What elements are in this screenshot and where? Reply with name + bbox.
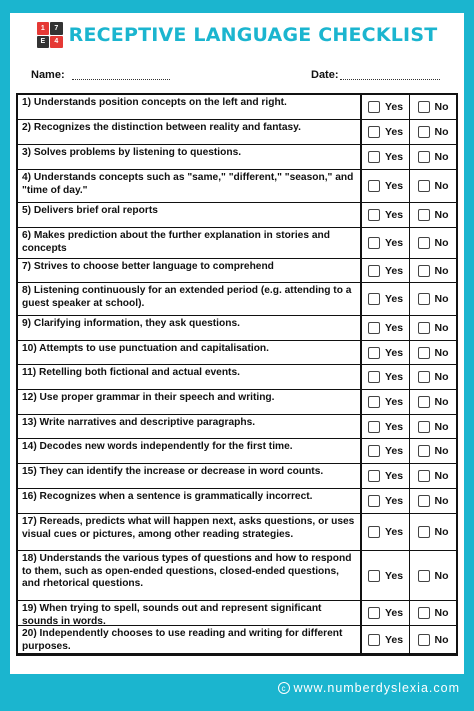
yes-checkbox[interactable] — [368, 607, 380, 619]
no-option[interactable] — [410, 120, 456, 144]
logo-icon — [37, 22, 63, 48]
name-field[interactable] — [72, 79, 170, 80]
checklist-sheet — [10, 13, 464, 674]
yes-checkbox[interactable] — [368, 421, 380, 433]
question-text: 10) Attempts to use punctuation and capitalisation. — [18, 341, 362, 364]
no-label: No — [434, 396, 449, 408]
no-checkbox[interactable] — [418, 371, 430, 383]
yes-checkbox[interactable] — [368, 101, 380, 113]
yes-option[interactable] — [362, 551, 410, 600]
meta-fields — [10, 65, 464, 85]
no-checkbox[interactable] — [418, 607, 430, 619]
table-row — [18, 145, 456, 170]
yes-label: Yes — [384, 526, 404, 538]
logo-tile: 4 — [50, 36, 63, 49]
no-label: No — [434, 293, 449, 305]
yes-label: Yes — [384, 209, 404, 221]
yes-checkbox[interactable] — [368, 265, 380, 277]
table-row — [18, 390, 456, 415]
no-label: No — [434, 445, 449, 457]
yes-option[interactable] — [362, 95, 410, 119]
yes-checkbox[interactable] — [368, 396, 380, 408]
question-text: 16) Recognizes when a sentence is grammatically incorrect. — [18, 489, 362, 513]
yes-checkbox[interactable] — [368, 293, 380, 305]
no-option[interactable] — [410, 341, 456, 364]
no-checkbox[interactable] — [418, 180, 430, 192]
yes-label: Yes — [384, 322, 404, 334]
no-option[interactable] — [410, 228, 456, 258]
table-row — [18, 95, 456, 120]
yes-label: Yes — [384, 293, 404, 305]
no-option[interactable] — [410, 259, 456, 282]
table-row — [18, 489, 456, 514]
no-label: No — [434, 237, 449, 249]
no-option[interactable] — [410, 170, 456, 202]
yes-checkbox[interactable] — [368, 445, 380, 457]
yes-label: Yes — [384, 151, 404, 163]
yes-checkbox[interactable] — [368, 526, 380, 538]
date-field[interactable] — [340, 79, 440, 80]
yes-checkbox[interactable] — [368, 634, 380, 646]
no-checkbox[interactable] — [418, 470, 430, 482]
question-text: 19) When trying to spell, sounds out and represent significant sounds in words. — [18, 601, 362, 625]
yes-option[interactable] — [362, 145, 410, 169]
table-row — [18, 365, 456, 390]
yes-label: Yes — [384, 371, 404, 383]
page-title: RECEPTIVE LANGUAGE CHECKLIST — [68, 24, 438, 46]
yes-checkbox[interactable] — [368, 151, 380, 163]
table-row — [18, 283, 456, 316]
no-label: No — [434, 633, 449, 646]
question-text: 2) Recognizes the distinction between reality and fantasy. — [18, 120, 362, 144]
logo-tile: 7 — [50, 22, 63, 35]
no-label: No — [434, 420, 449, 433]
yes-checkbox[interactable] — [368, 237, 380, 249]
table-row — [18, 120, 456, 145]
yes-option[interactable] — [362, 514, 410, 550]
date-label: Date: — [311, 69, 339, 81]
yes-option[interactable] — [362, 203, 410, 227]
footer — [278, 681, 461, 695]
no-checkbox[interactable] — [418, 126, 430, 138]
no-label: No — [434, 264, 449, 277]
no-checkbox[interactable] — [418, 237, 430, 249]
no-option[interactable] — [410, 203, 456, 227]
no-label: No — [434, 322, 449, 334]
yes-label: Yes — [384, 607, 404, 619]
table-row — [18, 551, 456, 601]
no-label: No — [434, 209, 449, 221]
table-row — [18, 439, 456, 464]
no-option[interactable] — [410, 551, 456, 600]
yes-label: Yes — [384, 101, 404, 113]
table-row — [18, 341, 456, 365]
no-option[interactable] — [410, 601, 456, 625]
table-row — [18, 170, 456, 203]
yes-label: Yes — [384, 126, 404, 138]
yes-option[interactable] — [362, 439, 410, 463]
no-option[interactable] — [410, 283, 456, 315]
yes-option[interactable] — [362, 626, 410, 653]
logo-tile: 1 — [37, 22, 50, 35]
question-text: 12) Use proper grammar in their speech and writing. — [18, 390, 362, 414]
no-label: No — [434, 569, 449, 582]
yes-checkbox[interactable] — [368, 495, 380, 507]
header — [10, 13, 464, 57]
no-option[interactable] — [410, 626, 456, 653]
yes-label: Yes — [384, 495, 404, 507]
yes-option[interactable] — [362, 489, 410, 513]
no-label: No — [434, 101, 449, 113]
yes-label: Yes — [384, 264, 404, 277]
yes-checkbox[interactable] — [368, 347, 380, 359]
question-text: 4) Understands concepts such as "same," "different," "season," and "time of day." — [18, 170, 362, 202]
table-row — [18, 259, 456, 283]
table-row — [18, 203, 456, 228]
yes-checkbox[interactable] — [368, 371, 380, 383]
table-row — [18, 464, 456, 489]
question-text: 3) Solves problems by listening to questions. — [18, 145, 362, 169]
no-checkbox[interactable] — [418, 495, 430, 507]
yes-option[interactable] — [362, 415, 410, 438]
yes-option[interactable] — [362, 228, 410, 258]
no-option[interactable] — [410, 316, 456, 340]
no-label: No — [434, 526, 449, 538]
yes-label: Yes — [384, 445, 404, 457]
yes-label: Yes — [384, 470, 404, 482]
question-text: 17) Rereads, predicts what will happen next, asks questions, or uses visual cues or pictures, among other reading strategies. — [18, 514, 362, 550]
yes-option[interactable] — [362, 259, 410, 282]
no-label: No — [434, 607, 449, 619]
no-label: No — [434, 346, 449, 359]
table-row — [18, 316, 456, 341]
no-option[interactable] — [410, 365, 456, 389]
table-row — [18, 601, 456, 626]
yes-option[interactable] — [362, 341, 410, 364]
no-checkbox[interactable] — [418, 634, 430, 646]
no-option[interactable] — [410, 439, 456, 463]
yes-option[interactable] — [362, 365, 410, 389]
question-text: 9) Clarifying information, they ask questions. — [18, 316, 362, 340]
copyright-icon: c — [278, 682, 290, 694]
yes-option[interactable] — [362, 170, 410, 202]
table-row — [18, 514, 456, 551]
no-option[interactable] — [410, 489, 456, 513]
yes-checkbox[interactable] — [368, 126, 380, 138]
question-text: 20) Independently chooses to use reading and writing for different purposes. — [18, 626, 362, 653]
no-checkbox[interactable] — [418, 421, 430, 433]
no-label: No — [434, 126, 449, 138]
question-text: 14) Decodes new words independently for the first time. — [18, 439, 362, 463]
no-checkbox[interactable] — [418, 293, 430, 305]
no-option[interactable] — [410, 464, 456, 488]
yes-label: Yes — [384, 346, 404, 359]
no-checkbox[interactable] — [418, 322, 430, 334]
yes-checkbox[interactable] — [368, 180, 380, 192]
checklist-table — [16, 93, 458, 656]
yes-checkbox[interactable] — [368, 322, 380, 334]
name-label: Name: — [31, 69, 65, 81]
yes-label: Yes — [384, 633, 404, 646]
table-row — [18, 626, 456, 653]
no-checkbox[interactable] — [418, 445, 430, 457]
yes-label: Yes — [384, 396, 404, 408]
yes-option[interactable] — [362, 120, 410, 144]
yes-checkbox[interactable] — [368, 570, 380, 582]
no-label: No — [434, 180, 449, 192]
no-label: No — [434, 371, 449, 383]
yes-label: Yes — [384, 569, 404, 582]
no-checkbox[interactable] — [418, 570, 430, 582]
table-row — [18, 228, 456, 259]
no-checkbox[interactable] — [418, 151, 430, 163]
yes-checkbox[interactable] — [368, 209, 380, 221]
question-text: 1) Understands position concepts on the left and right. — [18, 95, 362, 119]
yes-label: Yes — [384, 180, 404, 192]
no-checkbox[interactable] — [418, 526, 430, 538]
logo-tile: E — [37, 36, 50, 49]
question-text: 15) They can identify the increase or decrease in word counts. — [18, 464, 362, 488]
no-checkbox[interactable] — [418, 396, 430, 408]
question-text: 13) Write narratives and descriptive paragraphs. — [18, 415, 362, 438]
no-label: No — [434, 495, 449, 507]
question-text: 18) Understands the various types of questions and how to respond to them, such as open-ended questions, closed-ended questions, and rhetorical questions. — [18, 551, 362, 600]
no-label: No — [434, 151, 449, 163]
no-option[interactable] — [410, 514, 456, 550]
question-text: 5) Delivers brief oral reports — [18, 203, 362, 227]
no-checkbox[interactable] — [418, 101, 430, 113]
no-checkbox[interactable] — [418, 209, 430, 221]
yes-option[interactable] — [362, 316, 410, 340]
question-text: 6) Makes prediction about the further explanation in stories and concepts — [18, 228, 362, 258]
yes-checkbox[interactable] — [368, 470, 380, 482]
no-option[interactable] — [410, 390, 456, 414]
question-text: 8) Listening continuously for an extended period (e.g. attending to a guest speaker at school). — [18, 283, 362, 315]
yes-label: Yes — [384, 237, 404, 249]
yes-option[interactable] — [362, 601, 410, 625]
yes-option[interactable] — [362, 464, 410, 488]
no-option[interactable] — [410, 95, 456, 119]
yes-option[interactable] — [362, 283, 410, 315]
no-checkbox[interactable] — [418, 347, 430, 359]
table-row — [18, 415, 456, 439]
website-url: www.numberdyslexia.com — [293, 681, 460, 695]
question-text: 7) Strives to choose better language to comprehend — [18, 259, 362, 282]
no-option[interactable] — [410, 415, 456, 438]
yes-label: Yes — [384, 420, 404, 433]
no-label: No — [434, 470, 449, 482]
question-text: 11) Retelling both fictional and actual events. — [18, 365, 362, 389]
no-checkbox[interactable] — [418, 265, 430, 277]
yes-option[interactable] — [362, 390, 410, 414]
no-option[interactable] — [410, 145, 456, 169]
